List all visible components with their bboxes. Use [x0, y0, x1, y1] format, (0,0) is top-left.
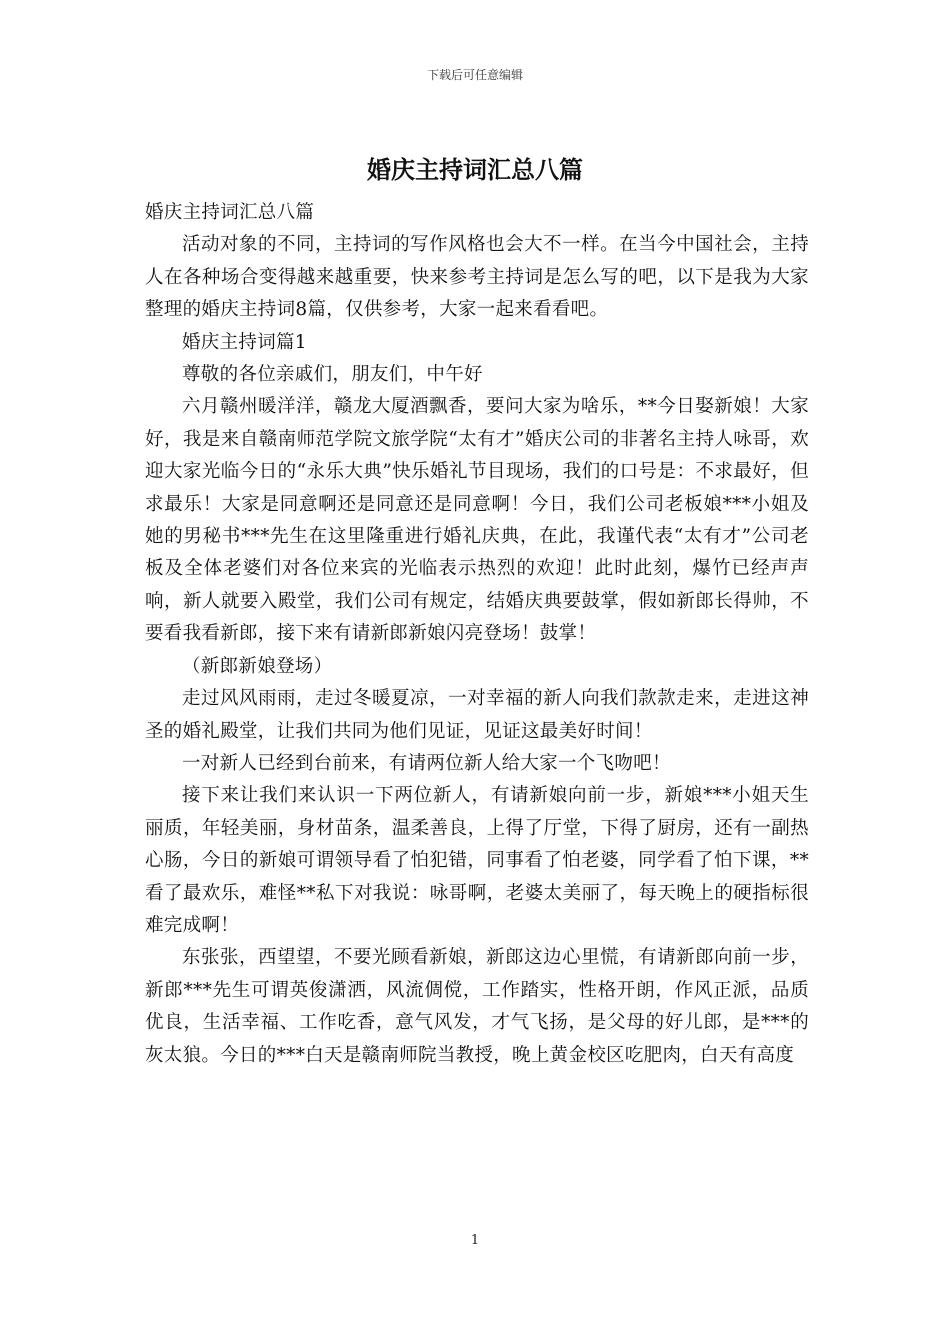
paragraph-groom-intro: 东张张，西望望，不要光顾看新娘，新郎这边心里慌，有请新郎向前一步，新郎***先生可谓英俊潇洒，风流倜傥，工作踏实，性格开朗，作风正派，品质优良，生活幸福、工作吃香，意气风发，才气飞扬，是父母的好儿郎，是***的灰太狼。今日的***白天是赣南师院当教授，晚上黄金校区吃肥肉，白天有高度 — [145, 947, 809, 1066]
paragraph-flying-kiss: 一对新人已经到台前来，有请两位新人给大家一个飞吻吧！ — [182, 752, 671, 774]
page-number: 1 — [470, 1233, 480, 1248]
document-body — [145, 197, 809, 1072]
paragraph-stage-direction: （新郎新娘登场） — [182, 655, 333, 677]
paragraph-intro: 活动对象的不同，主持词的写作风格也会大不一样。在当今中国社会，主持人在各种场合变得越来越重要，快来参考主持词是怎么写的吧，以下是我为大家整理的婚庆主持词8篇，仅供参考，大家一起来看看吧。 — [145, 234, 809, 321]
paragraph-opening: 六月赣州暖洋洋，赣龙大厦酒飘香，要问大家为啥乐，**今日娶新娘！大家好，我是来自赣南师范学院文旅学院“太有才”婚庆公司的非著名主持人咏哥，欢迎大家光临今日的“永乐大典”快乐婚礼节目现场，我们的口号是：不求最好，但求最乐！大家是同意啊还是同意还是同意啊！今日，我们公司老板娘***小姐及她的男秘书***先生在这里隆重进行婚礼庆典，在此，我谨代表“太有才”公司老板及全体老婆们对各位来宾的光临表示热烈的欢迎！此时此刻，爆竹已经声声响，新人就要入殿堂，我们公司有规定，结婚庆典要鼓掌，假如新郎长得帅，不要看我看新郎，接下来有请新郎新娘闪亮登场！鼓掌！ — [145, 396, 809, 645]
paragraph-entrance: 走过风风雨雨，走过冬暖夏凉，一对幸福的新人向我们款款走来，走进这神圣的婚礼殿堂，让我们共同为他们见证，见证这最美好时间！ — [145, 688, 809, 742]
section-heading: 婚庆主持词篇1 — [182, 331, 307, 353]
document-title: 婚庆主持词汇总八篇 — [367, 155, 583, 184]
paragraph-greeting: 尊敬的各位亲戚们，朋友们，中午好 — [182, 364, 483, 386]
document-subtitle: 婚庆主持词汇总八篇 — [145, 202, 315, 223]
page-header-note: 下载后可任意编辑 — [426, 68, 523, 82]
paragraph-bride-intro: 接下来让我们来认识一下两位新人，有请新娘向前一步，新娘***小姐天生丽质，年轻美丽，身材苗条，温柔善良，上得了厅堂，下得了厨房，还有一副热心肠，今日的新娘可谓领导看了怕犯错，同事看了怕老婆，同学看了怕下课，**看了最欢乐，难怪**私下对我说：咏哥啊，老婆太美丽了，每天晚上的硬指标很难完成啊！ — [145, 785, 809, 936]
